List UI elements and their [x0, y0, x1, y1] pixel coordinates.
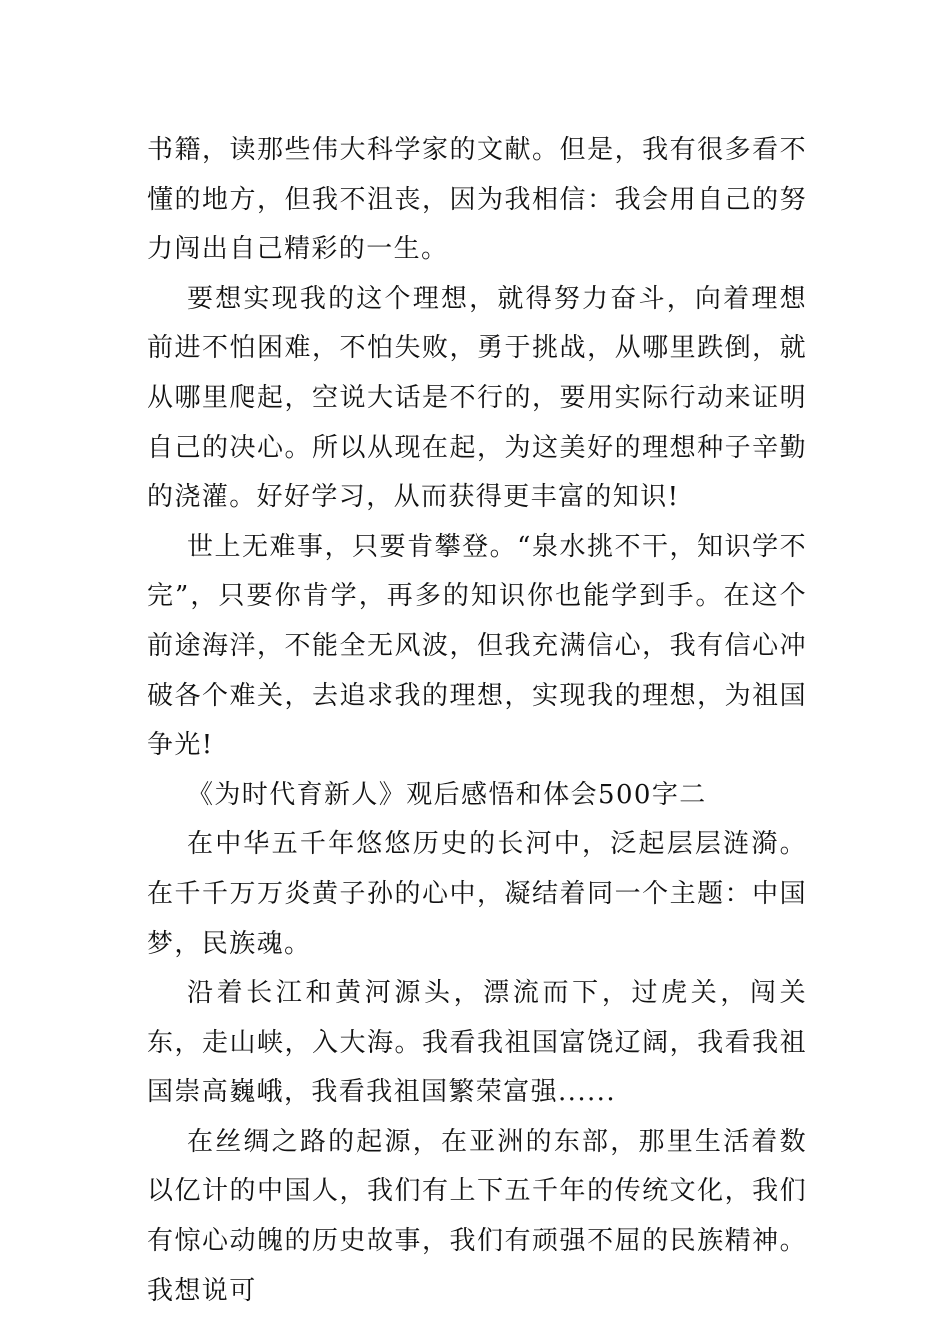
paragraph-perseverance: 世上无难事，只要肯攀登。“泉水挑不干，知识学不完”，只要你肯学，再多的知识你也能学到手。在这个前途海洋，不能全无风波，但我充满信心，我有信心冲破各个难关，去追求我的理想，实现我的理想，为祖国争光! [147, 531, 807, 761]
paragraph-silk-road: 在丝绸之路的起源，在亚洲的东部，那里生活着数以亿计的中国人，我们有上下五千年的传统文化，我们有惊心动魄的历史故事，我们有顽强不屈的民族精神。我想说可 [147, 1126, 807, 1306]
section-title: 《为时代育新人》观后感悟和体会500字二 [187, 779, 707, 810]
document-body [147, 126, 807, 1316]
paragraph-continuation: 书籍，读那些伟大科学家的文献。但是，我有很多看不懂的地方，但我不沮丧，因为我相信：我会用自己的努力闯出自己精彩的一生。 [147, 135, 807, 265]
paragraph-ideal: 要想实现我的这个理想，就得努力奋斗，向着理想前进不怕困难，不怕失败，勇于挑战，从哪里跌倒，就从哪里爬起，空说大话是不行的，要用实际行动来证明自己的决心。所以从现在起，为这美好的理想种子辛勤的浇灌。好好学习，从而获得更丰富的知识! [147, 283, 807, 513]
paragraph-rivers: 沿着长江和黄河源头，漂流而下，过虎关，闯关东，走山峡，入大海。我看我祖国富饶辽阔，我看我祖国崇高巍峨，我看我祖国繁荣富强...... [147, 978, 807, 1108]
paragraph-chinese-dream: 在中华五千年悠悠历史的长河中，泛起层层涟漪。在千千万万炎黄子孙的心中，凝结着同一个主题：中国梦，民族魂。 [147, 829, 807, 959]
